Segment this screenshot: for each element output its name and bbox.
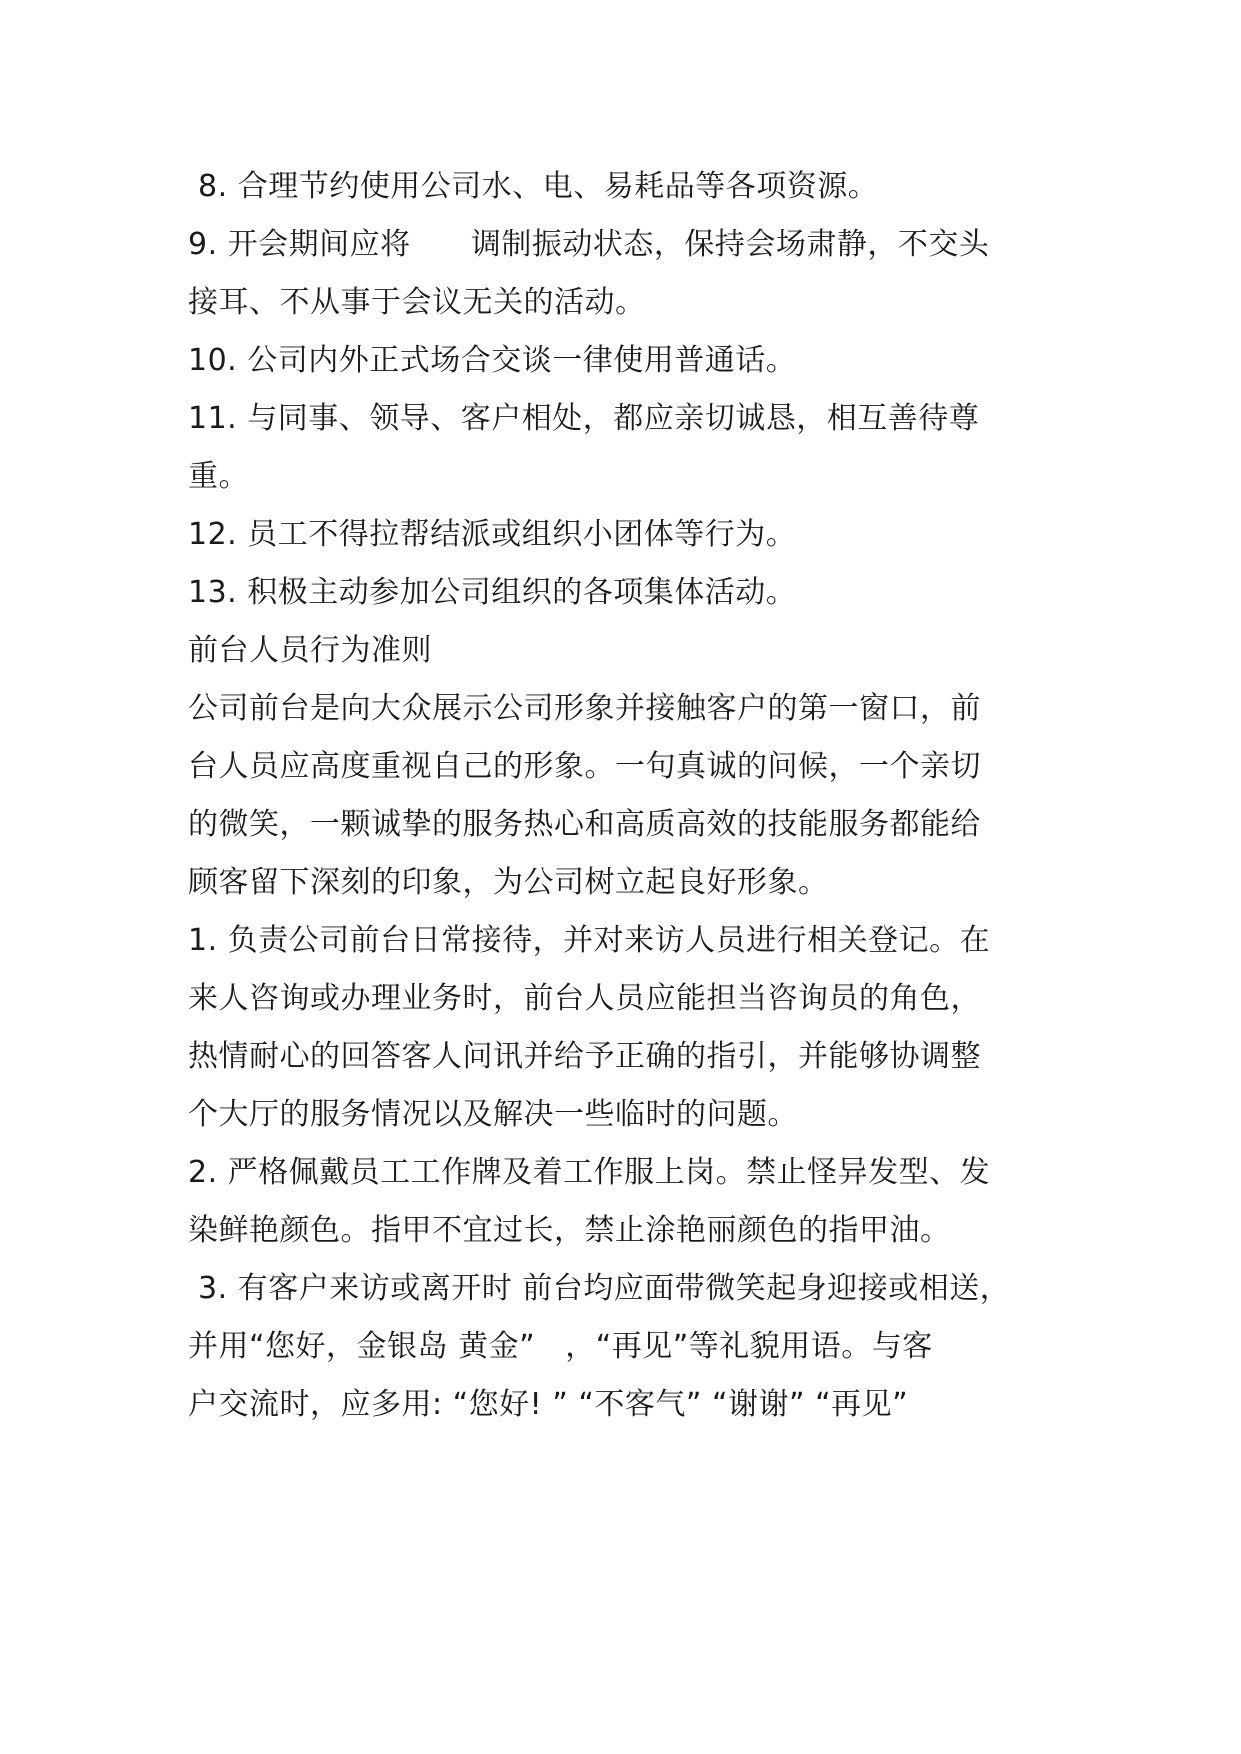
- text-line: 3. 有客户来访或离开时 前台均应面带微笑起身迎接或相送，: [188, 1271, 1011, 1306]
- text-line: 并用“您好，金银岛 黄金” ，“再见”等礼貌用语。与客: [188, 1329, 933, 1364]
- text-line: 台人员应高度重视自己的形象。一句真诚的问候，一个亲切: [188, 749, 981, 784]
- text-line: 热情耐心的回答客人问讯并给予正确的指引，并能够协调整: [188, 1039, 981, 1074]
- text-line: 12. 员工不得拉帮结派或组织小团体等行为。: [188, 517, 797, 552]
- text-line: 13. 积极主动参加公司组织的各项集体活动。: [188, 575, 797, 610]
- text-line: 重。: [188, 459, 249, 494]
- text-line: 个大厅的服务情况以及解决一些临时的问题。: [188, 1097, 798, 1132]
- text-line: 8. 合理节约使用公司水、电、易耗品等各项资源。: [188, 169, 879, 204]
- text-line: 染鲜艳颜色。指甲不宜过长，禁止涂艳丽颜色的指甲油。: [188, 1213, 951, 1248]
- text-line: 户交流时，应多用: “您好! ” “不客气” “谢谢” “再见”: [188, 1387, 909, 1422]
- text-line: 公司前台是向大众展示公司形象并接触客户的第一窗口，前: [188, 691, 981, 726]
- text-line: 来人咨询或办理业务时，前台人员应能担当咨询员的角色，: [188, 981, 981, 1016]
- text-line: 的微笑，一颗诚挚的服务热心和高质高效的技能服务都能给: [188, 807, 981, 842]
- section-heading: 前台人员行为准则: [188, 633, 432, 668]
- text-line: 11. 与同事、领导、客户相处，都应亲切诚恳，相互善待尊: [188, 401, 980, 436]
- text-line: 1. 负责公司前台日常接待，并对来访人员进行相关登记。在: [188, 923, 991, 958]
- text-line: 9. 开会期间应将 调制振动状态，保持会场肃静，不交头: [188, 227, 990, 262]
- text-line: 2. 严格佩戴员工工作牌及着工作服上岗。禁止怪异发型、发: [188, 1155, 991, 1190]
- text-line: 顾客留下深刻的印象，为公司树立起良好形象。: [188, 865, 829, 900]
- text-line: 接耳、不从事于会议无关的活动。: [188, 285, 646, 320]
- text-line: 10. 公司内外正式场合交谈一律使用普通话。: [188, 343, 797, 378]
